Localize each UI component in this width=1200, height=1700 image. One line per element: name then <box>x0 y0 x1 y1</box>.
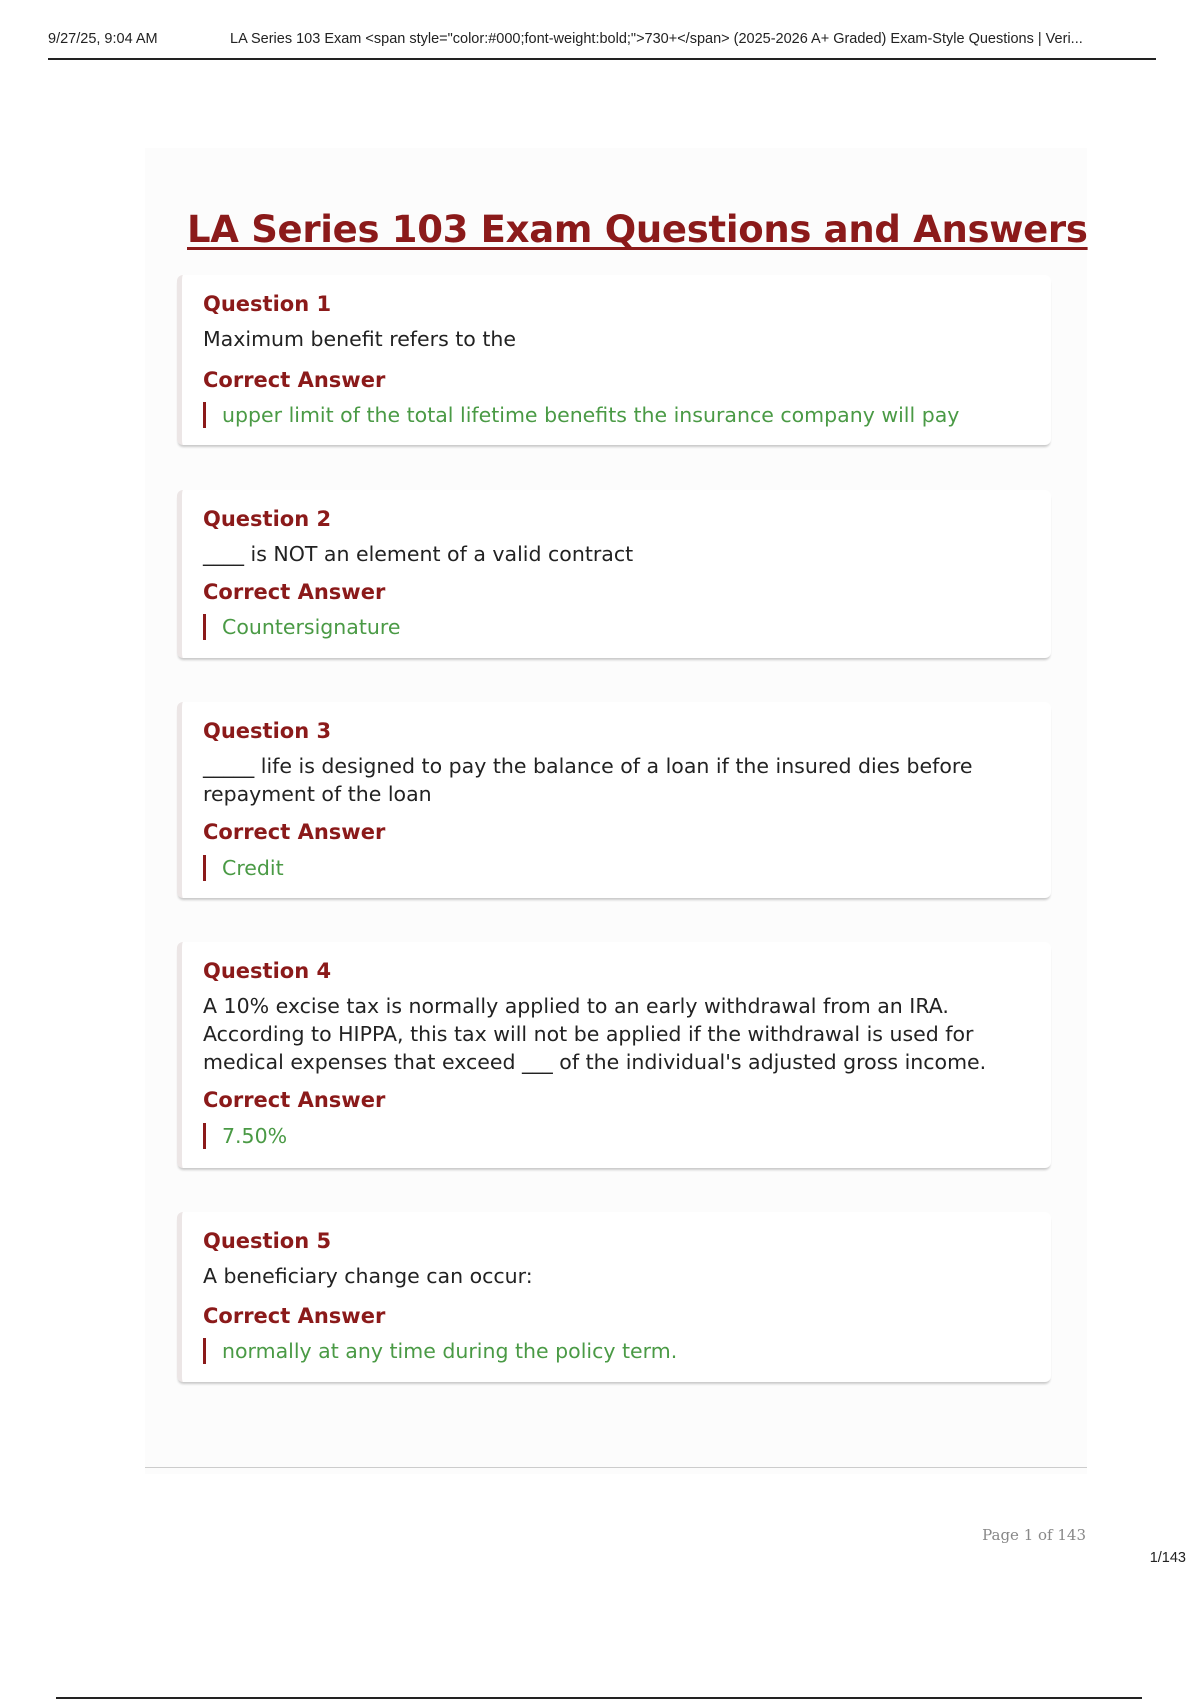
document-content <box>145 148 1087 1474</box>
answer-text: Countersignature <box>203 614 400 640</box>
print-document-title: LA Series 103 Exam <span style="color:#000;font-weight:bold;">730+</span> (2025-2026 A+ Graded) Exam-Style Questions | Veri... <box>230 31 1083 47</box>
correct-answer-label: Correct Answer <box>203 820 386 844</box>
correct-answer-label: Correct Answer <box>203 368 386 392</box>
question-card-2 <box>177 490 1051 658</box>
answer-text: 7.50% <box>203 1123 287 1149</box>
question-card-1 <box>177 275 1051 445</box>
question-label: Question 5 <box>203 1229 332 1253</box>
question-text: A 10% excise tax is normally applied to an early withdrawal from an IRA. According to HIPPA, this tax will not be applied if the withdrawal is used for medical expenses that exceed ___ of the individual's adjusted gross income. <box>203 994 987 1074</box>
print-header <box>48 28 1156 60</box>
question-label: Question 2 <box>203 507 332 531</box>
question-label: Question 3 <box>203 719 332 743</box>
question-label: Question 1 <box>203 292 332 316</box>
print-date-time: 9/27/25, 9:04 AM <box>48 31 158 47</box>
question-text: A beneficiary change can occur: <box>203 1264 533 1288</box>
question-card-4 <box>177 942 1051 1168</box>
answer-text: upper limit of the total lifetime benefits the insurance company will pay <box>203 402 959 428</box>
answer-text: normally at any time during the policy term. <box>203 1338 677 1364</box>
print-footer-divider <box>56 1697 1142 1699</box>
print-page-count: 1/143 <box>1149 1550 1186 1566</box>
question-label: Question 4 <box>203 959 332 983</box>
answer-text: Credit <box>203 855 284 881</box>
question-card-5 <box>177 1212 1051 1382</box>
correct-answer-label: Correct Answer <box>203 580 386 604</box>
page-number: Page 1 of 143 <box>982 1526 1086 1544</box>
page-title: LA Series 103 Exam Questions and Answers <box>187 208 1088 251</box>
question-text: Maximum benefit refers to the <box>203 327 517 351</box>
correct-answer-label: Correct Answer <box>203 1088 386 1112</box>
question-text: _____ life is designed to pay the balance of a loan if the insured dies before repayment of the loan <box>203 754 973 806</box>
content-bottom-divider <box>145 1467 1087 1468</box>
question-text: ____ is NOT an element of a valid contract <box>203 542 634 566</box>
question-card-3 <box>177 702 1051 898</box>
correct-answer-label: Correct Answer <box>203 1304 386 1328</box>
